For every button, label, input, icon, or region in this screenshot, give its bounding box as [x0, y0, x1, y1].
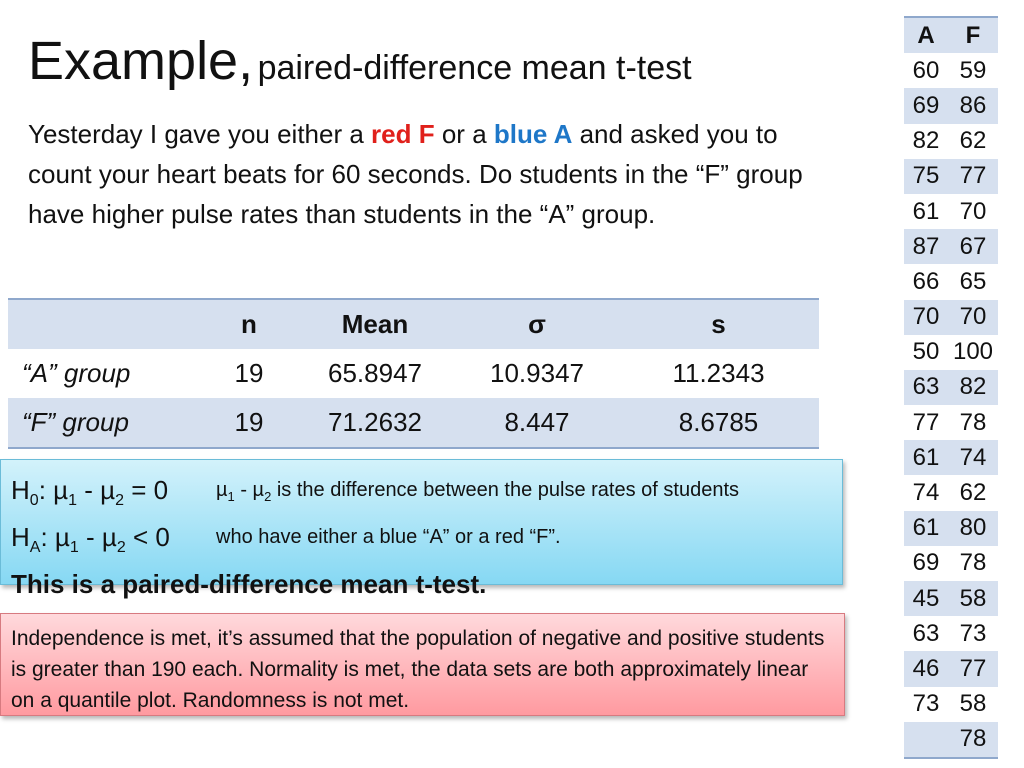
stats-header-mean: Mean [294, 299, 456, 349]
mu-subscript: 2 [115, 492, 125, 510]
cell-a [904, 722, 948, 758]
cell-f: 65 [959, 267, 987, 295]
raw-table-body [904, 53, 998, 758]
row-label: “A” group [22, 358, 131, 388]
mu-symbol: - µ [78, 522, 117, 553]
hypotheses-box [0, 459, 843, 600]
mu-symbol: - µ [234, 479, 265, 501]
cell-a: 73 [912, 690, 940, 718]
cell-a: 66 [912, 267, 940, 295]
definition-text: is the difference between the pulse rates of students [271, 479, 740, 501]
null-hypothesis [11, 472, 842, 519]
slide-title [28, 31, 692, 91]
mu-subscript: 2 [264, 489, 272, 504]
cell-a: 50 [912, 338, 940, 366]
row-label: “F” group [8, 398, 204, 448]
raw-header-row [904, 17, 998, 53]
cell-f: 74 [948, 440, 998, 475]
cell-a: 74 [912, 479, 940, 507]
table-row [904, 511, 998, 546]
cell-mean: 71.2632 [294, 398, 456, 448]
table-row [904, 53, 998, 88]
stats-header-sigma: σ [456, 299, 618, 349]
table-row [904, 616, 998, 651]
stats-header-row [8, 299, 819, 349]
table-row [904, 159, 998, 194]
cell-a: 61 [904, 440, 948, 475]
test-type-statement: This is a paired-difference mean t-test. [11, 569, 487, 600]
cell-a: 69 [904, 88, 948, 123]
mu-symbol: : µ [40, 522, 70, 553]
table-row [904, 335, 998, 370]
title-main: Example, [28, 31, 254, 91]
stats-row-a-group [8, 349, 819, 398]
table-row [904, 264, 998, 299]
cell-f: 58 [959, 690, 987, 718]
cell-sigma: 8.447 [456, 398, 618, 448]
mu-symbol: : µ [38, 475, 69, 505]
cell-a: 45 [904, 581, 948, 616]
cell-f: 77 [948, 159, 998, 194]
intro-text-3: and asked you to count your heart beats for 60 seconds. Do students in the “F” group have higher pulse rates than students in the “A” group. [28, 119, 803, 229]
intro-text-2: or a [434, 119, 494, 149]
cell-s: 8.6785 [618, 398, 819, 448]
mu-subscript: 1 [68, 492, 78, 510]
raw-header-f: F [948, 17, 998, 53]
conditions-box: Independence is met, it’s assumed that the population of negative and positive students is greater than 190 each. Normality is met, the data sets are both approximately linear on a quantile plot. Randomness is not met. [0, 613, 845, 716]
cell-f: 62 [959, 479, 987, 507]
table-row [904, 475, 998, 510]
intro-paragraph [28, 114, 848, 234]
mu-subscript: 1 [227, 489, 235, 504]
table-row [904, 300, 998, 335]
cell-f: 77 [948, 651, 998, 686]
cell-a: 61 [912, 197, 940, 225]
relation: < 0 [125, 522, 170, 553]
cell-a: 46 [904, 651, 948, 686]
cell-a: 70 [904, 300, 948, 335]
table-row [904, 581, 998, 616]
cell-a: 75 [904, 159, 948, 194]
intro-text-1: Yesterday I gave you either a [28, 119, 372, 149]
table-row [904, 440, 998, 475]
table-row [904, 370, 998, 405]
cell-a: 69 [912, 549, 940, 577]
h-subscript: A [29, 539, 41, 557]
cell-n: 19 [234, 358, 264, 388]
stats-row-f-group [8, 398, 819, 448]
cell-a: 63 [912, 619, 940, 647]
cell-s: 11.2343 [672, 358, 765, 388]
cell-a: 77 [912, 408, 940, 436]
table-row [904, 229, 998, 264]
mu-subscript: 1 [69, 539, 79, 557]
cell-f: 82 [948, 370, 998, 405]
cell-f: 67 [948, 229, 998, 264]
alternative-hypothesis [11, 519, 842, 566]
table-row [904, 124, 998, 159]
parameter-definition-line2: who have either a blue “A” or a red “F”. [216, 526, 561, 549]
stats-header-blank [8, 299, 204, 349]
cell-mean: 65.8947 [328, 358, 422, 388]
raw-header-a: A [904, 17, 948, 53]
title-subtitle: paired-difference mean t-test [257, 49, 692, 87]
cell-f: 86 [948, 88, 998, 123]
cell-f: 59 [959, 56, 987, 84]
h-symbol: H [11, 522, 30, 553]
cell-f: 58 [948, 581, 998, 616]
cell-f: 80 [948, 511, 998, 546]
cell-f: 70 [959, 197, 987, 225]
cell-sigma: 10.9347 [490, 358, 584, 388]
table-row [904, 88, 998, 123]
table-row [904, 194, 998, 229]
cell-a: 63 [904, 370, 948, 405]
blue-a-label: blue A [493, 119, 573, 149]
table-row [904, 651, 998, 686]
cell-a: 87 [904, 229, 948, 264]
table-row [904, 687, 998, 722]
cell-f: 70 [948, 300, 998, 335]
cell-f: 78 [948, 722, 998, 758]
table-row [904, 405, 998, 440]
cell-a: 82 [912, 127, 940, 155]
mu-symbol: µ [216, 479, 228, 501]
red-f-label: red F [371, 119, 435, 149]
cell-f: 78 [959, 549, 987, 577]
cell-f: 78 [959, 408, 987, 436]
cell-a: 60 [912, 56, 940, 84]
parameter-definition-line1 [216, 472, 739, 515]
cell-f: 100 [952, 338, 994, 366]
relation: = 0 [124, 475, 169, 505]
stats-header-s: s [618, 299, 819, 349]
cell-a: 61 [904, 511, 948, 546]
summary-stats-table [8, 298, 819, 449]
h-symbol: H [11, 475, 30, 505]
mu-subscript: 2 [116, 539, 126, 557]
cell-f: 73 [959, 619, 987, 647]
stats-header-n: n [204, 299, 294, 349]
mu-symbol: - µ [77, 475, 116, 505]
h-subscript: 0 [29, 492, 39, 510]
table-row [904, 546, 998, 581]
raw-data-table [904, 16, 998, 759]
table-row [904, 722, 998, 758]
cell-n: 19 [204, 398, 294, 448]
cell-f: 62 [959, 127, 987, 155]
